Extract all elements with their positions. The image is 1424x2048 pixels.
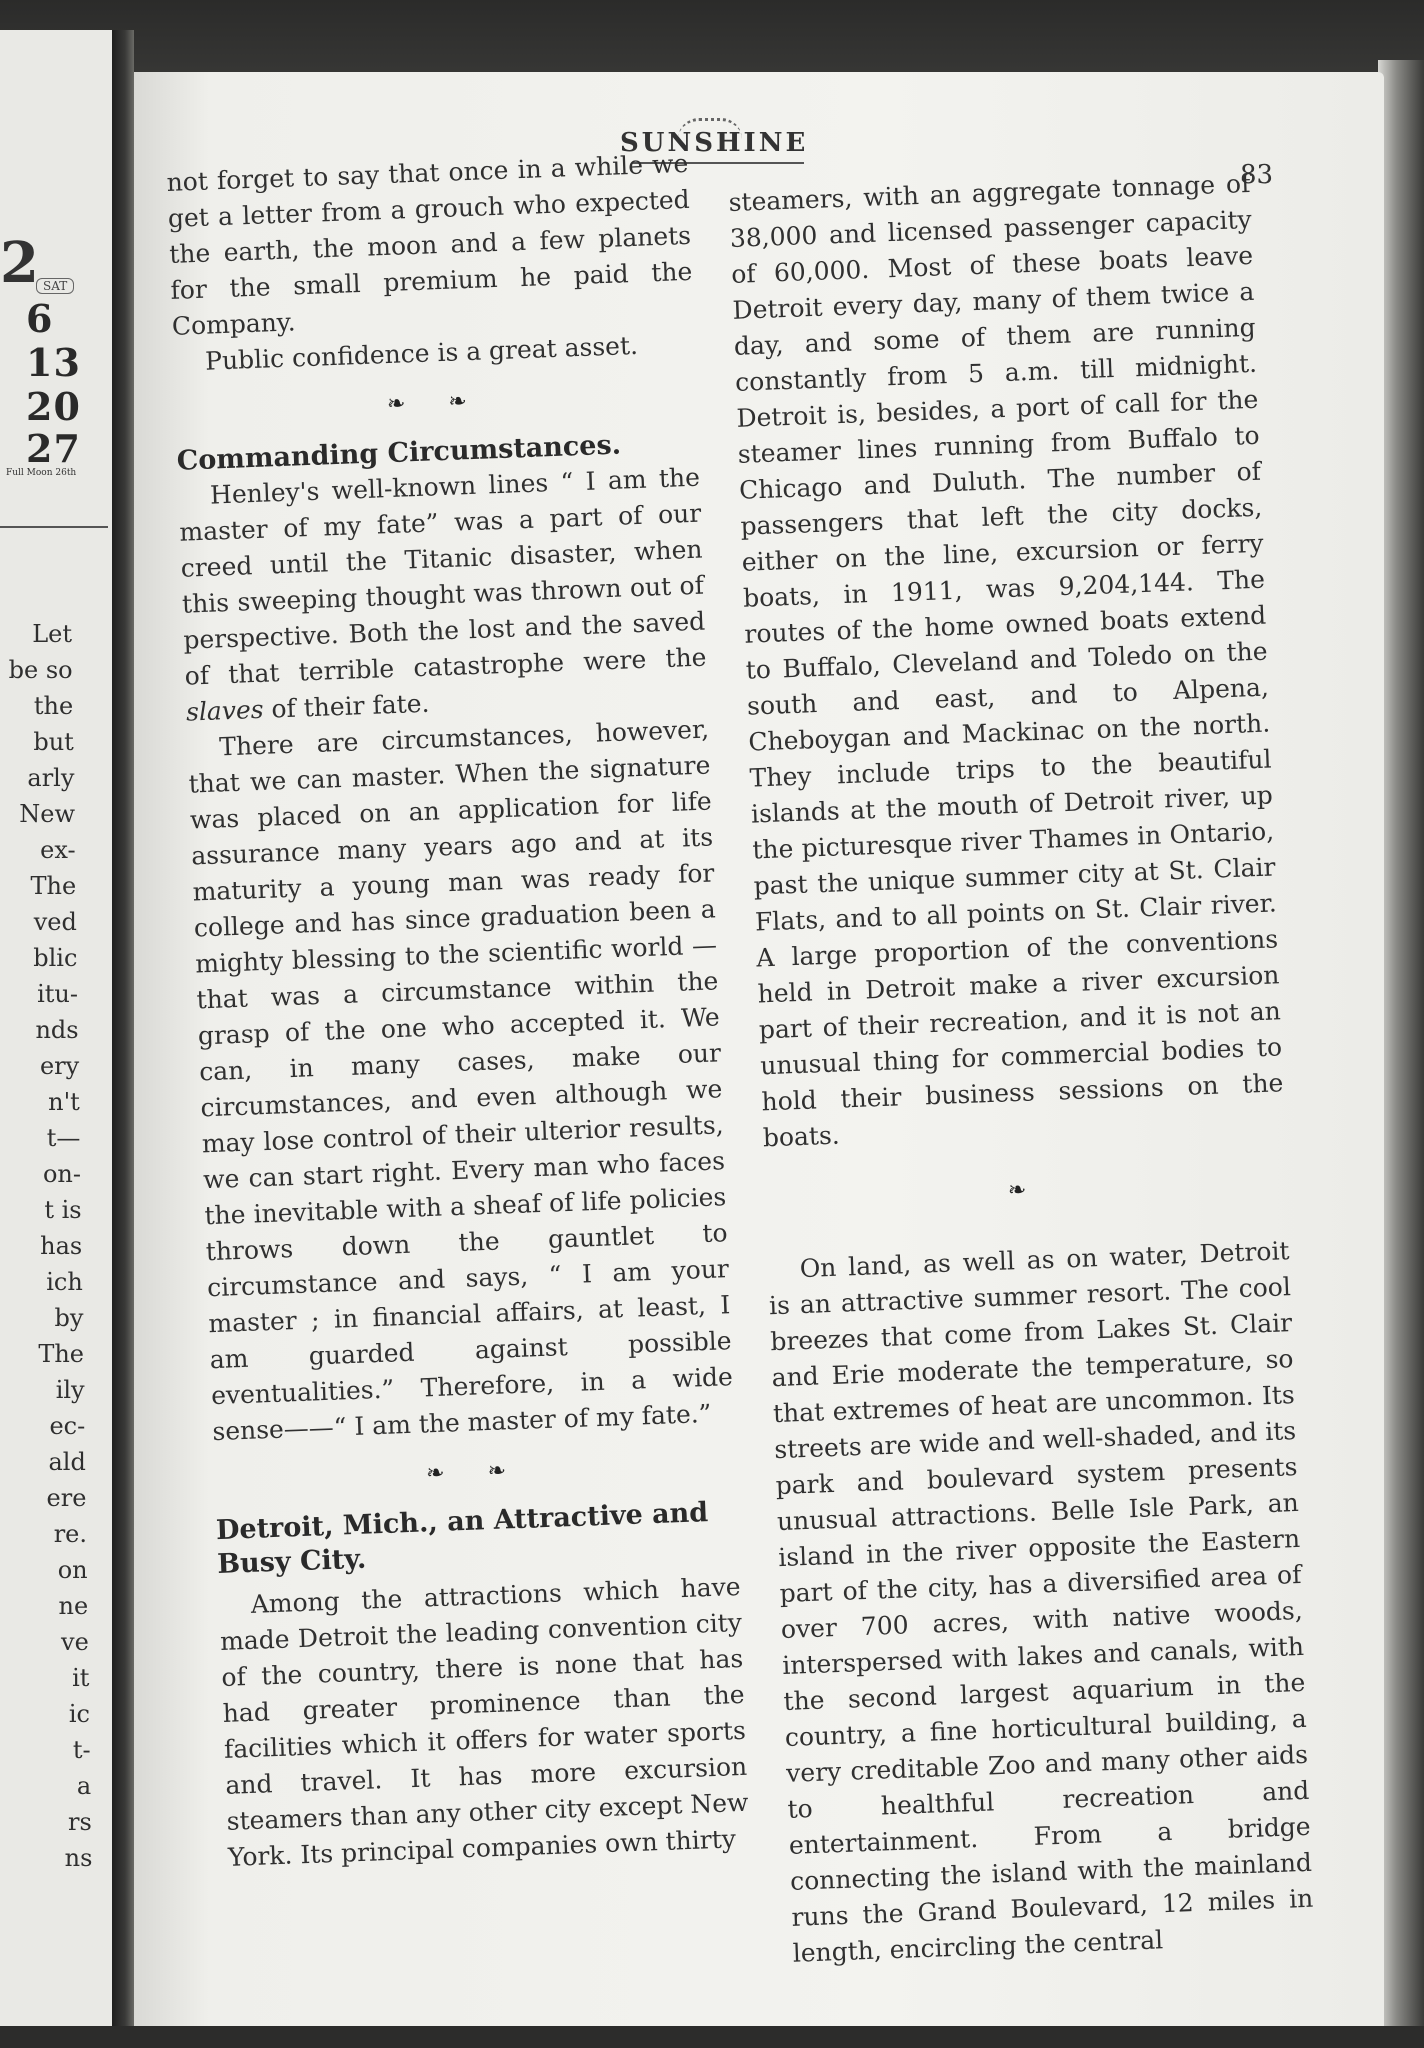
- scan-page-edge-right: [1378, 60, 1424, 2048]
- section-ornament: ❧ ❧: [386, 388, 486, 418]
- cut-off-line: ery: [39, 1052, 80, 1080]
- cut-off-line: by: [54, 1304, 84, 1332]
- paragraph-text: of their fate.: [262, 688, 430, 724]
- cut-off-line: ex-: [40, 836, 76, 864]
- cut-off-line: ns: [64, 1844, 93, 1872]
- cut-off-line: itu-: [37, 980, 78, 1008]
- paragraph: [178, 460, 709, 731]
- calendar-date: 6: [26, 296, 54, 341]
- cut-off-line: t-: [72, 1736, 91, 1764]
- cut-off-line: blic: [33, 944, 78, 972]
- cut-off-line: ald: [48, 1448, 86, 1476]
- calendar-divider: [0, 526, 108, 528]
- paragraph: not forget to say that once in a while we get a letter from a grouch who expected the earth, the moon and a few planets for the small premium he paid the Company.: [166, 148, 693, 341]
- cut-off-line: rs: [68, 1808, 92, 1836]
- cut-off-line: The: [38, 1340, 84, 1368]
- cut-off-line: on: [57, 1556, 88, 1584]
- cut-off-line: ic: [68, 1700, 90, 1728]
- calendar-date: 13: [26, 340, 81, 385]
- left-column: [166, 146, 750, 1876]
- page-number: 83: [1240, 160, 1274, 190]
- cut-off-line: be so: [8, 656, 73, 684]
- section-ornament: ❧ ❧: [425, 1457, 525, 1487]
- cut-off-line: it: [72, 1664, 90, 1692]
- right-column: [728, 166, 1315, 1972]
- calendar-day-header: SAT: [36, 278, 74, 294]
- paragraph: steamers, with an aggregate tonnage of 38,000 and licensed passenger capacity of 60,000. Most of these boats leave Detroit every day, many of them twice a day, and some of them are running constantly from 5 a.m. till midnight. Detroit is, besides, a port of call for the steamer lines running from Buffalo to Chicago and Duluth. The number of passengers that left the city docks, either on the line, excursion or ferry boats, in 1911, was 9,204,144. The routes of the home owned boats extend to Buffalo, Cleveland and Toledo on the south and east, and to Alpena, Cheboygan and Mackinac on the north. They include trips to the beautiful islands at the mouth of Detroit river, up the picturesque river Thames in Ontario, past the unique summer city at St. Clair Flats, and to all points on St. Clair river. A large proportion of the conventions held in Detroit make a river excursion part of their recreation, and it is not an unusual thing for commercial bodies to hold their business sessions on the boats.: [728, 168, 1284, 1153]
- book-spine-gutter: [112, 30, 134, 2048]
- cut-off-line: ec-: [49, 1412, 86, 1440]
- cut-off-line: on-: [42, 1160, 81, 1188]
- paragraph: On land, as well as on water, Detroit is an attractive summer resort. The cool breezes that come from Lakes St. Clair and Erie moderate the temperature, so that extremes of heat are uncommon. Its streets are wide and well-shaded, and its park and boulevard system presents unusual attractions. Belle Isle Park, an island in the river opposite the Eastern part of the city, has a diversified area of over 700 acres, with native woods, interspersed with lakes and canals, with the second largest aquarium in the country, a fine horticultural building, a very creditable Zoo and many other aids to healthful recreation and entertainment. From a bridge connecting the island with the mainland runs the Grand Boulevard, 12 miles in length, encircling the central: [768, 1236, 1314, 1968]
- facing-page-fragment: [0, 30, 114, 2048]
- cut-off-line: arly: [27, 764, 75, 792]
- cut-off-line: a: [76, 1772, 92, 1800]
- section-heading: Commanding Circumstances.: [176, 429, 622, 477]
- cut-off-line: The: [30, 872, 77, 900]
- cut-off-line: but: [33, 728, 74, 756]
- italic-word: slaves: [185, 694, 265, 727]
- cut-off-line: n't: [48, 1088, 80, 1116]
- cut-off-line: New: [19, 800, 75, 828]
- cut-off-line: ve: [61, 1628, 89, 1656]
- paragraph: Public confidence is a great asset.: [204, 330, 639, 376]
- cut-off-line: ved: [33, 908, 77, 936]
- cut-off-line: has: [40, 1232, 83, 1260]
- cut-off-line: re.: [53, 1520, 87, 1548]
- cut-off-line: t is: [44, 1196, 82, 1224]
- masthead: SUNSHINE: [620, 128, 809, 158]
- scan-background-bottom: [0, 2026, 1424, 2048]
- section-ornament: ❧: [1007, 1177, 1045, 1204]
- cut-off-line: ich: [46, 1268, 83, 1296]
- cut-off-line: ne: [58, 1592, 89, 1620]
- cut-off-line: t—: [46, 1124, 81, 1152]
- paragraph: Among the attractions which have made Detroit the leading convention city of the country, there is none that has had greater prominence than the facilities which it offers for water sports and travel. It has more excursion steamers than any other city except New York. Its principal companies own thirty: [219, 1571, 749, 1872]
- calendar-date: 20: [26, 384, 81, 429]
- cut-off-line: Let: [32, 620, 72, 648]
- cut-off-line: the: [33, 692, 74, 720]
- paragraph: There are circumstances, however, that we can master. When the signature was placed on an application for life assurance many years ago and at its maturity a young man was ready for college and has since graduation been a mighty blessing to the scientific world — that was a circumstance within the grasp of the one who accepted it. We can, in many cases, make our circumstances, and even although we may lose control of their ulterior results, we can start right. Every man who faces the inevitable with a sheaf of life policies throws down the gauntlet to circumstance and says, “ I am your master ; in financial affairs, at least, I am guarded against possible eventualities.” Therefore, in a wide sense——“ I am the master of my fate.”: [188, 714, 734, 1447]
- paragraph-text: Henley's well-known lines “ I am the master of my fate” was a part of our creed until the Titanic disaster, when this sweeping thought was thrown out of perspective. Both the lost and the saved of that terrible catastrophe were the: [178, 462, 707, 691]
- calendar-ornament: 2: [0, 230, 39, 296]
- cut-off-line: ere: [46, 1484, 87, 1512]
- calendar-date: 27: [26, 426, 81, 471]
- section-heading: Detroit, Mich., an Attractive and Busy City.: [215, 1497, 709, 1581]
- cut-off-line: nds: [35, 1016, 79, 1044]
- cut-off-line: ily: [55, 1376, 85, 1404]
- calendar-footnote: Full Moon 26th: [6, 468, 77, 478]
